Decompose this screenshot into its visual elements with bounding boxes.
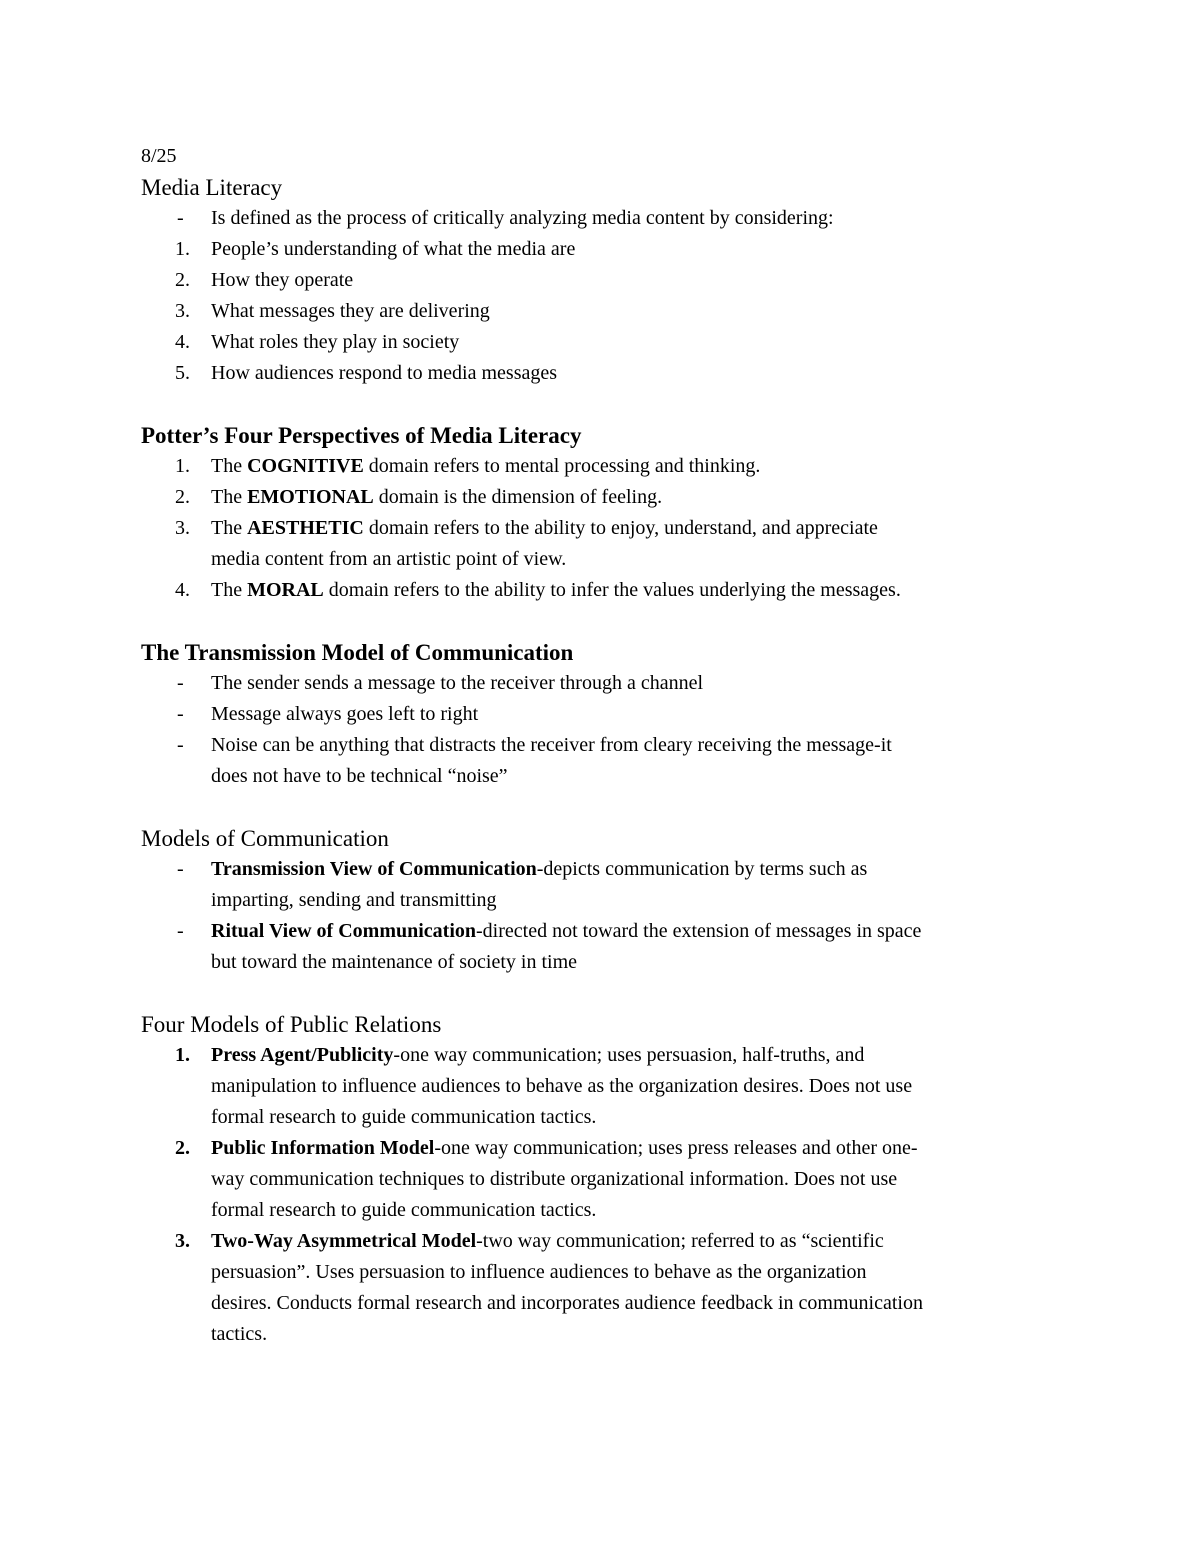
note-date: 8/25 [141, 145, 177, 167]
number-marker: 2. [175, 486, 190, 508]
spacer [141, 978, 1061, 1009]
number-marker: 2. [175, 1137, 190, 1159]
heading-public-relations-models: Four Models of Public Relations [141, 1012, 442, 1037]
term-transmission-view: Transmission View of Communication [211, 858, 537, 880]
heading-media-literacy: Media Literacy [141, 175, 283, 200]
keyword-aesthetic: AESTHETIC [247, 517, 364, 539]
number-marker: 3. [175, 517, 190, 539]
heading-potters-perspectives: Potter’s Four Perspectives of Media Literacy [141, 423, 582, 448]
spacer [141, 389, 1061, 420]
media-literacy-list [141, 203, 1061, 389]
list-item: - Is defined as the process of critically analyzing media content by considering: [141, 203, 1061, 234]
list-item: 1. Press Agent/Publicity-one way communication; uses persuasion, half-truths, and manipulation to influence audiences to behave as the organization desires. Does not use formal research to guide communication tactics. [141, 1040, 1061, 1133]
heading-models-of-communication: Models of Communication [141, 826, 389, 851]
number-marker: 4. [175, 331, 190, 353]
heading-transmission-model: The Transmission Model of Communication [141, 640, 574, 665]
list-item: 3. Two-Way Asymmetrical Model-two way communication; referred to as “scientific persuasion”. Uses persuasion to influence audiences to behave as the organization desires. Conducts formal research and incorporates audience feedback in communication tactics. [141, 1226, 1061, 1350]
transmission-model-list [141, 668, 1061, 792]
number-marker: 3. [175, 300, 190, 322]
list-item: 4. The MORAL domain refers to the ability to infer the values underlying the messages. [141, 575, 1061, 606]
number-marker: 1. [175, 1044, 190, 1066]
list-item: - Ritual View of Communication-directed not toward the extension of messages in space but toward the maintenance of society in time [141, 916, 1061, 978]
public-relations-list [141, 1040, 1061, 1350]
document-page [141, 141, 1061, 1350]
number-marker: 1. [175, 455, 190, 477]
list-item: 2. How they operate [141, 265, 1061, 296]
list-item: - Transmission View of Communication-depicts communication by terms such as imparting, sending and transmitting [141, 854, 1061, 916]
keyword-cognitive: COGNITIVE [247, 455, 364, 477]
term-press-agent: Press Agent/Publicity [211, 1044, 394, 1066]
dash-marker: - [177, 858, 184, 880]
number-marker: 5. [175, 362, 190, 384]
keyword-emotional: EMOTIONAL [247, 486, 374, 508]
potters-perspectives-list [141, 451, 1061, 606]
list-item: - Message always goes left to right [141, 699, 1061, 730]
list-item: 5. How audiences respond to media messages [141, 358, 1061, 389]
list-item: 2. The EMOTIONAL domain is the dimension of feeling. [141, 482, 1061, 513]
spacer [141, 606, 1061, 637]
keyword-moral: MORAL [247, 579, 324, 601]
dash-marker: - [177, 920, 184, 942]
number-marker: 1. [175, 238, 190, 260]
models-of-communication-list [141, 854, 1061, 978]
list-item: 2. Public Information Model-one way communication; uses press releases and other one- way communication techniques to distribute organizational information. Does not use formal research to guide communication tactics. [141, 1133, 1061, 1226]
dash-marker: - [177, 207, 184, 229]
term-public-information: Public Information Model [211, 1137, 435, 1159]
list-item: 1. People’s understanding of what the media are [141, 234, 1061, 265]
spacer [141, 792, 1061, 823]
dash-marker: - [177, 703, 184, 725]
list-item: 1. The COGNITIVE domain refers to mental processing and thinking. [141, 451, 1061, 482]
term-ritual-view: Ritual View of Communication [211, 920, 476, 942]
dash-marker: - [177, 734, 184, 756]
list-item: 3. What messages they are delivering [141, 296, 1061, 327]
dash-marker: - [177, 672, 184, 694]
term-two-way-asymmetrical: Two-Way Asymmetrical Model [211, 1230, 477, 1252]
list-item: - Noise can be anything that distracts the receiver from cleary receiving the message-it does not have to be technical “noise” [141, 730, 1061, 792]
number-marker: 3. [175, 1230, 190, 1252]
list-item: 4. What roles they play in society [141, 327, 1061, 358]
list-item: 3. The AESTHETIC domain refers to the ability to enjoy, understand, and appreciate media content from an artistic point of view. [141, 513, 1061, 575]
number-marker: 2. [175, 269, 190, 291]
number-marker: 4. [175, 579, 190, 601]
list-item: - The sender sends a message to the receiver through a channel [141, 668, 1061, 699]
